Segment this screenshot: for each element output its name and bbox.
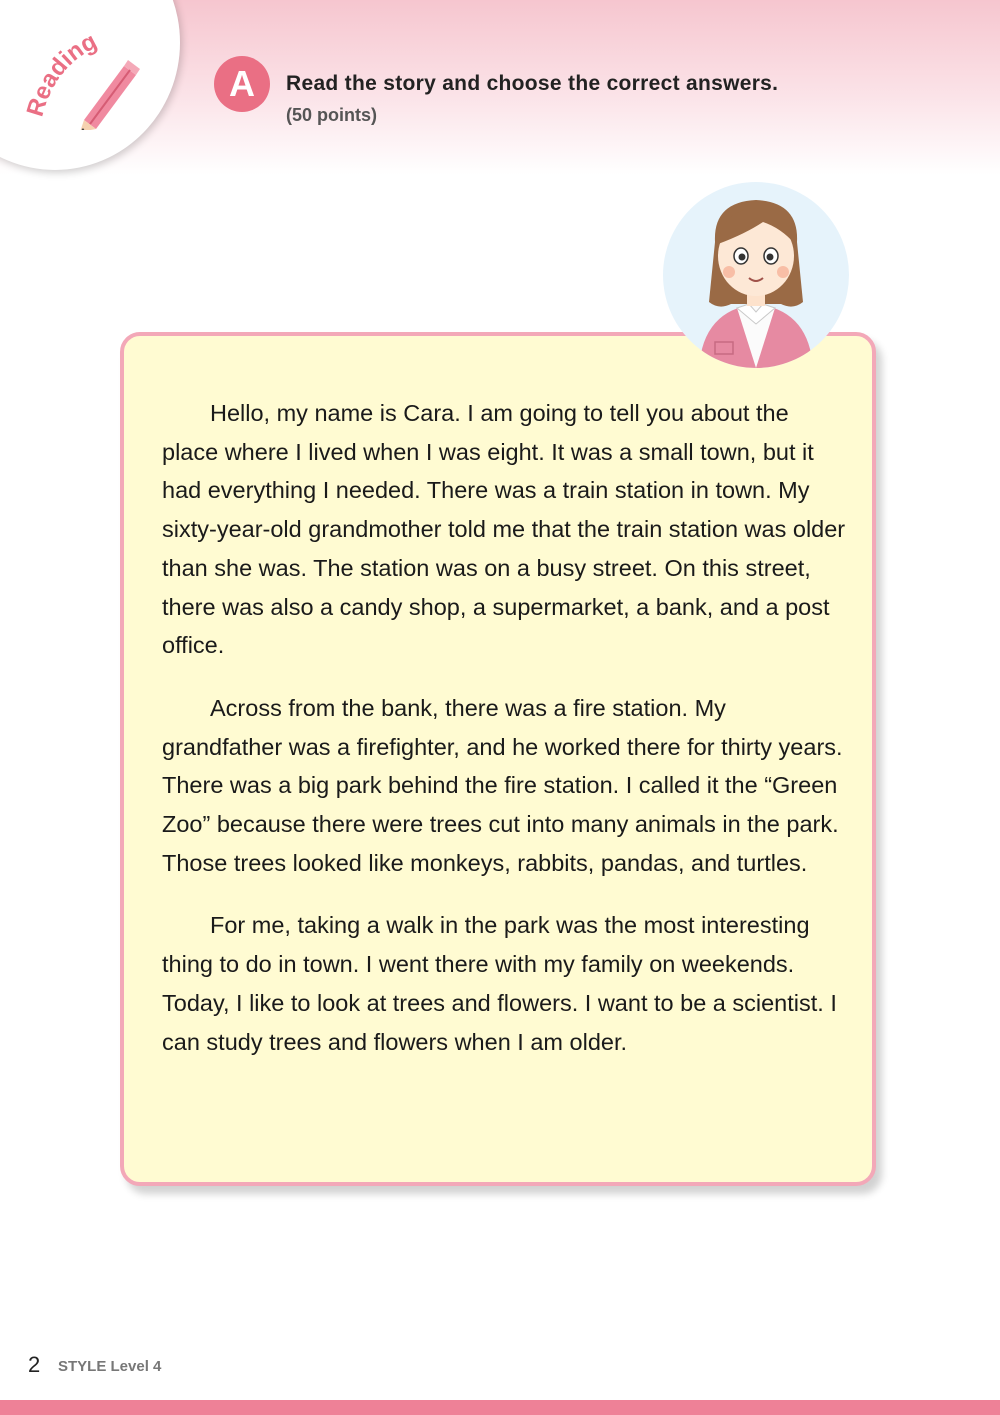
instruction-text: Read the story and choose the correct answers. [286,72,779,95]
story-paragraph-3: For me, taking a walk in the park was the most interesting thing to do in town. I went there with my family on weekends. Today, I like to look at trees and flowers. I want to be a scientist. I can study trees and flowers when I am older. [162,912,837,1055]
footer-bar [0,1400,1000,1415]
girl-avatar [663,182,849,368]
reading-badge-graphic [20,20,140,130]
story-paragraph-2: Across from the bank, there was a fire station. My grandfather was a firefighter, and he worked there for thirty years. There was a big park behind the fire station. I called it the “Green Zoo” because there were trees cut into many animals in the park. Those trees looked like monkeys, rabbits, pandas, and turtles. [162,694,843,876]
svg-text:Reading [22,28,101,120]
story-paragraph-1: Hello, my name is Cara. I am going to tell you about the place where I lived when I was eight. It was a small town, but it had everything I needed. There was a train station in town. My sixty-year-old grandmother told me that the train station was older than she was. The station was on a busy street. On this street, there was also a candy shop, a supermarket, a bank, and a post office. [162,400,846,659]
page-number: 2 [28,1352,41,1377]
story-text [162,394,850,1085]
reading-badge-label: Reading [21,27,102,120]
story-box [120,332,876,1186]
section-letter-badge: A [214,56,270,112]
book-title: STYLE Level 4 [58,1358,162,1375]
points-text: (50 points) [286,105,378,125]
